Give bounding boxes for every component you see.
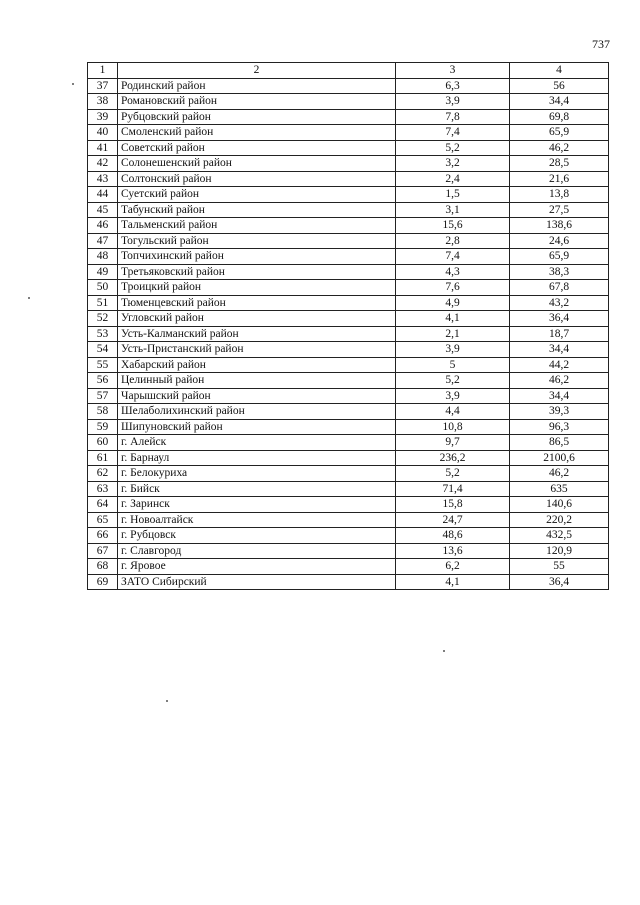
district-name-cell: г. Славгород [118, 543, 396, 559]
district-name-cell: Третьяковский район [118, 264, 396, 280]
value-col3-cell: 4,1 [396, 311, 510, 327]
table-row [88, 171, 609, 187]
row-number-cell: 66 [88, 528, 118, 544]
district-name-cell: Шипуновский район [118, 419, 396, 435]
value-col4-cell: 43,2 [510, 295, 609, 311]
table-row [88, 326, 609, 342]
table-row [88, 559, 609, 575]
value-col3-cell: 4,9 [396, 295, 510, 311]
district-name-cell: Романовский район [118, 94, 396, 110]
value-col4-cell: 34,4 [510, 94, 609, 110]
row-number-cell: 64 [88, 497, 118, 513]
district-name-cell: г. Заринск [118, 497, 396, 513]
value-col4-cell: 13,8 [510, 187, 609, 203]
value-col3-cell: 3,9 [396, 94, 510, 110]
table-row [88, 373, 609, 389]
page-number: 737 [592, 37, 610, 51]
value-col4-cell: 24,6 [510, 233, 609, 249]
value-col3-cell: 5,2 [396, 466, 510, 482]
table-row [88, 264, 609, 280]
row-number-cell: 67 [88, 543, 118, 559]
table-row [88, 125, 609, 141]
value-col3-cell: 6,2 [396, 559, 510, 575]
value-col4-cell: 65,9 [510, 125, 609, 141]
district-name-cell: Топчихинский район [118, 249, 396, 265]
value-col4-cell: 46,2 [510, 466, 609, 482]
value-col3-cell: 13,6 [396, 543, 510, 559]
table-row [88, 218, 609, 234]
column-header-3: 3 [396, 63, 510, 79]
district-name-cell: Чарышский район [118, 388, 396, 404]
table-row [88, 388, 609, 404]
value-col4-cell: 86,5 [510, 435, 609, 451]
value-col4-cell: 36,4 [510, 311, 609, 327]
district-name-cell: Рубцовский район [118, 109, 396, 125]
value-col3-cell: 9,7 [396, 435, 510, 451]
table-row [88, 466, 609, 482]
row-number-cell: 55 [88, 357, 118, 373]
table-row [88, 233, 609, 249]
value-col4-cell: 36,4 [510, 574, 609, 590]
row-number-cell: 49 [88, 264, 118, 280]
row-number-cell: 60 [88, 435, 118, 451]
column-header-2: 2 [118, 63, 396, 79]
scan-speck [166, 700, 168, 702]
district-name-cell: г. Барнаул [118, 450, 396, 466]
row-number-cell: 48 [88, 249, 118, 265]
table-row [88, 543, 609, 559]
value-col3-cell: 3,9 [396, 388, 510, 404]
row-number-cell: 39 [88, 109, 118, 125]
value-col4-cell: 56 [510, 78, 609, 94]
table-row [88, 357, 609, 373]
column-header-1: 1 [88, 63, 118, 79]
value-col3-cell: 6,3 [396, 78, 510, 94]
table-row [88, 202, 609, 218]
district-name-cell: Тальменский район [118, 218, 396, 234]
value-col4-cell: 65,9 [510, 249, 609, 265]
table-row [88, 450, 609, 466]
row-number-cell: 58 [88, 404, 118, 420]
row-number-cell: 43 [88, 171, 118, 187]
value-col3-cell: 4,1 [396, 574, 510, 590]
row-number-cell: 61 [88, 450, 118, 466]
value-col4-cell: 432,5 [510, 528, 609, 544]
row-number-cell: 57 [88, 388, 118, 404]
value-col4-cell: 34,4 [510, 388, 609, 404]
table-row [88, 78, 609, 94]
row-number-cell: 45 [88, 202, 118, 218]
row-number-cell: 68 [88, 559, 118, 575]
district-name-cell: Целинный район [118, 373, 396, 389]
table-row [88, 404, 609, 420]
value-col4-cell: 67,8 [510, 280, 609, 296]
value-col4-cell: 18,7 [510, 326, 609, 342]
value-col4-cell: 220,2 [510, 512, 609, 528]
value-col3-cell: 4,3 [396, 264, 510, 280]
value-col3-cell: 5,2 [396, 373, 510, 389]
row-number-cell: 44 [88, 187, 118, 203]
value-col3-cell: 3,9 [396, 342, 510, 358]
row-number-cell: 52 [88, 311, 118, 327]
value-col4-cell: 28,5 [510, 156, 609, 172]
district-name-cell: Солонешенский район [118, 156, 396, 172]
district-name-cell: Угловский район [118, 311, 396, 327]
value-col4-cell: 39,3 [510, 404, 609, 420]
row-number-cell: 53 [88, 326, 118, 342]
table-row [88, 249, 609, 265]
value-col3-cell: 48,6 [396, 528, 510, 544]
row-number-cell: 63 [88, 481, 118, 497]
table-row [88, 574, 609, 590]
row-number-cell: 69 [88, 574, 118, 590]
value-col3-cell: 7,4 [396, 125, 510, 141]
table-row [88, 419, 609, 435]
row-number-cell: 50 [88, 280, 118, 296]
value-col4-cell: 635 [510, 481, 609, 497]
value-col3-cell: 5,2 [396, 140, 510, 156]
row-number-cell: 40 [88, 125, 118, 141]
value-col3-cell: 71,4 [396, 481, 510, 497]
value-col3-cell: 2,1 [396, 326, 510, 342]
row-number-cell: 65 [88, 512, 118, 528]
value-col4-cell: 2100,6 [510, 450, 609, 466]
district-name-cell: г. Яровое [118, 559, 396, 575]
row-number-cell: 47 [88, 233, 118, 249]
row-number-cell: 59 [88, 419, 118, 435]
value-col4-cell: 34,4 [510, 342, 609, 358]
row-number-cell: 46 [88, 218, 118, 234]
table-row [88, 140, 609, 156]
value-col4-cell: 96,3 [510, 419, 609, 435]
table-row [88, 109, 609, 125]
row-number-cell: 38 [88, 94, 118, 110]
table-body [88, 78, 609, 590]
table-row [88, 528, 609, 544]
row-number-cell: 56 [88, 373, 118, 389]
row-number-cell: 41 [88, 140, 118, 156]
value-col3-cell: 7,6 [396, 280, 510, 296]
value-col3-cell: 7,8 [396, 109, 510, 125]
table-row [88, 94, 609, 110]
district-name-cell: г. Белокуриха [118, 466, 396, 482]
value-col3-cell: 4,4 [396, 404, 510, 420]
district-name-cell: Тюменцевский район [118, 295, 396, 311]
value-col4-cell: 138,6 [510, 218, 609, 234]
value-col4-cell: 120,9 [510, 543, 609, 559]
district-name-cell: г. Бийск [118, 481, 396, 497]
value-col4-cell: 55 [510, 559, 609, 575]
district-name-cell: г. Новоалтайск [118, 512, 396, 528]
district-name-cell: Усть-Калманский район [118, 326, 396, 342]
district-name-cell: г. Рубцовск [118, 528, 396, 544]
district-name-cell: Суетский район [118, 187, 396, 203]
scan-speck [72, 83, 74, 85]
value-col3-cell: 1,5 [396, 187, 510, 203]
district-name-cell: Усть-Пристанский район [118, 342, 396, 358]
value-col3-cell: 24,7 [396, 512, 510, 528]
value-col4-cell: 46,2 [510, 140, 609, 156]
table-header-row [88, 63, 609, 79]
value-col3-cell: 7,4 [396, 249, 510, 265]
value-col4-cell: 21,6 [510, 171, 609, 187]
value-col3-cell: 5 [396, 357, 510, 373]
value-col3-cell: 2,4 [396, 171, 510, 187]
data-table [87, 62, 609, 590]
district-name-cell: Табунский район [118, 202, 396, 218]
district-name-cell: Солтонский район [118, 171, 396, 187]
value-col4-cell: 44,2 [510, 357, 609, 373]
row-number-cell: 62 [88, 466, 118, 482]
row-number-cell: 42 [88, 156, 118, 172]
value-col4-cell: 140,6 [510, 497, 609, 513]
district-name-cell: Хабарский район [118, 357, 396, 373]
table-row [88, 497, 609, 513]
row-number-cell: 51 [88, 295, 118, 311]
table-row [88, 435, 609, 451]
value-col3-cell: 10,8 [396, 419, 510, 435]
district-name-cell: Шелаболихинский район [118, 404, 396, 420]
district-name-cell: Троицкий район [118, 280, 396, 296]
value-col4-cell: 69,8 [510, 109, 609, 125]
value-col3-cell: 3,2 [396, 156, 510, 172]
row-number-cell: 37 [88, 78, 118, 94]
scan-speck [443, 650, 445, 652]
table-row [88, 295, 609, 311]
table-row [88, 311, 609, 327]
value-col4-cell: 27,5 [510, 202, 609, 218]
district-name-cell: Родинский район [118, 78, 396, 94]
district-name-cell: Тогульский район [118, 233, 396, 249]
district-name-cell: ЗАТО Сибирский [118, 574, 396, 590]
table-row [88, 187, 609, 203]
value-col4-cell: 38,3 [510, 264, 609, 280]
value-col4-cell: 46,2 [510, 373, 609, 389]
value-col3-cell: 3,1 [396, 202, 510, 218]
scan-speck [28, 297, 30, 299]
column-header-4: 4 [510, 63, 609, 79]
value-col3-cell: 15,8 [396, 497, 510, 513]
value-col3-cell: 15,6 [396, 218, 510, 234]
district-name-cell: г. Алейск [118, 435, 396, 451]
value-col3-cell: 236,2 [396, 450, 510, 466]
row-number-cell: 54 [88, 342, 118, 358]
table-row [88, 342, 609, 358]
value-col3-cell: 2,8 [396, 233, 510, 249]
district-name-cell: Смоленский район [118, 125, 396, 141]
district-name-cell: Советский район [118, 140, 396, 156]
table-row [88, 481, 609, 497]
table-row [88, 280, 609, 296]
table-row [88, 156, 609, 172]
table-row [88, 512, 609, 528]
